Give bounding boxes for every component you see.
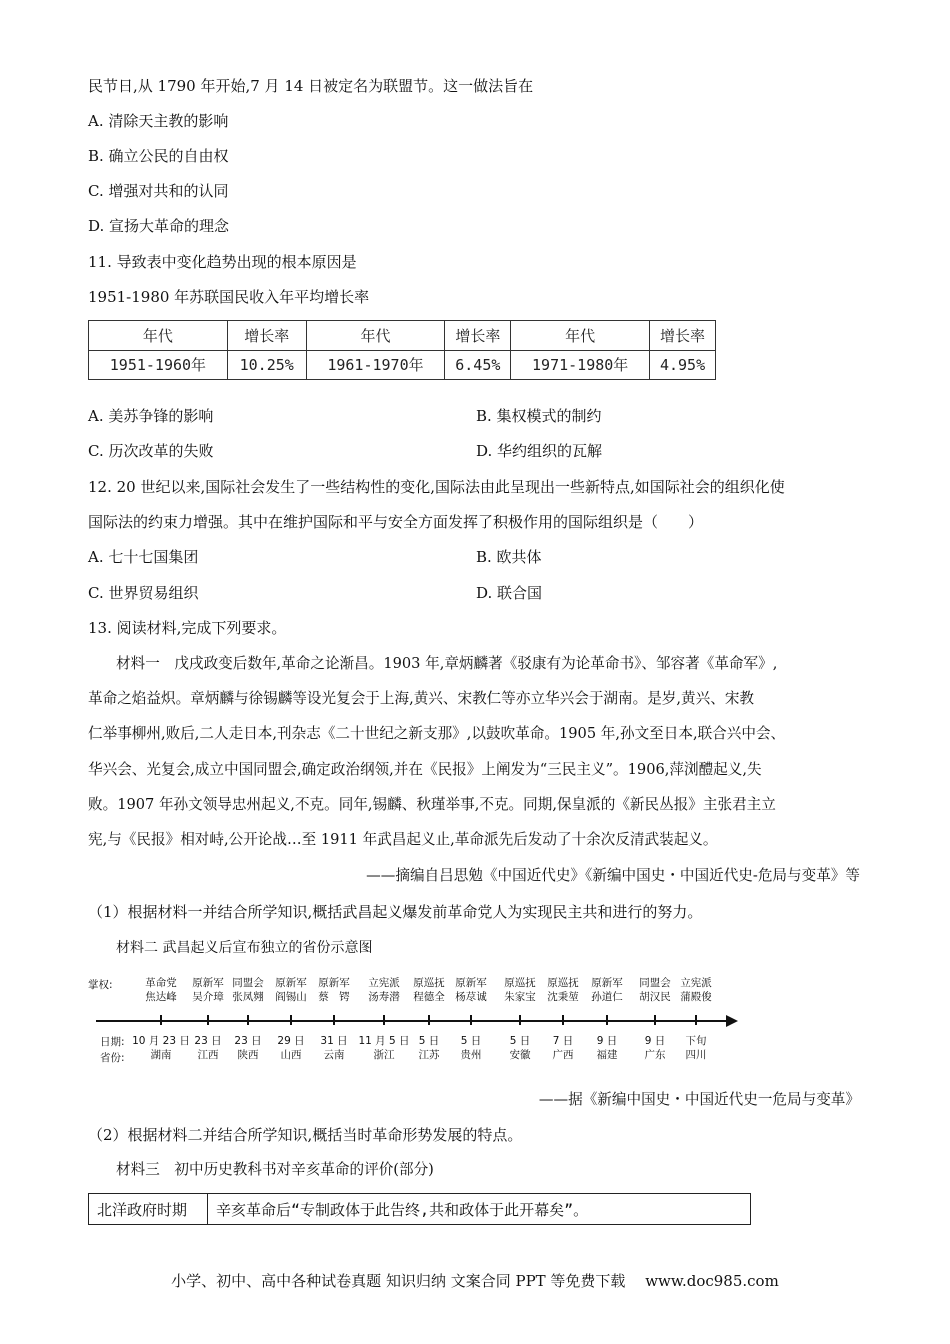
period-cell: 北洋政府时期: [89, 1194, 208, 1225]
q12-option-b: B. 欧共体: [476, 548, 542, 566]
timeline-event: [645, 1034, 666, 1062]
holder-faction: 立宪派: [680, 977, 712, 989]
timeline-event: [320, 1034, 347, 1062]
holder-faction: 立宪派: [368, 977, 400, 989]
holder-name: 孙道仁: [591, 991, 623, 1003]
q11-option-d: D. 华约组织的瓦解: [476, 442, 603, 460]
timeline-tick: [695, 1015, 697, 1025]
q11-table-title: 1951-1980 年苏联国民收入年平均增长率: [88, 288, 370, 306]
holder-faction: 原巡抚: [413, 977, 445, 989]
timeline-arrow-icon: [726, 1015, 738, 1027]
q10-option-b: B. 确立公民的自由权: [88, 147, 229, 165]
holder-name: 程德全: [413, 991, 445, 1003]
holder-faction: 革命党: [145, 977, 177, 989]
q13-subquestion-1: （1）根据材料一并结合所学知识,概括武昌起义爆发前革命党人为实现民主共和进行的努力。: [88, 903, 703, 921]
timeline-holder: [639, 976, 671, 1004]
timeline-holder: [192, 976, 224, 1004]
event-date: 9 日: [644, 1035, 666, 1047]
timeline-event: [234, 1034, 261, 1062]
event-date: 5 日: [460, 1035, 482, 1047]
q10-tail: 民节日,从 1790 年开始,7 月 14 日被定名为联盟节。这一做法旨在: [88, 77, 534, 95]
material2-title: 材料二 武昌起义后宣布独立的省份示意图: [116, 940, 373, 956]
province-row-label: 省份:: [100, 1052, 125, 1064]
event-date: 5 日: [418, 1035, 440, 1047]
timeline-holder: [547, 976, 579, 1004]
material1-line: 华兴会、光复会,成立中国同盟会,确定政治纲领,并在《民报》上阐发为“三民主义”。1906,萍浏醴起义,失: [88, 761, 762, 778]
timeline-tick: [333, 1015, 335, 1025]
timeline-holder: [680, 976, 712, 1004]
timeline-tick: [247, 1015, 249, 1025]
holder-faction: 原巡抚: [504, 977, 536, 989]
growth-rate-table: [88, 320, 716, 380]
table-header-cell: 增长率: [650, 321, 716, 351]
timeline-holder: [232, 976, 264, 1004]
event-date: 31 日: [320, 1035, 348, 1047]
holder-name: 沈秉堃: [547, 991, 579, 1003]
holder-faction: 原新军: [192, 977, 224, 989]
table-row: [89, 350, 716, 380]
holder-faction: 原新军: [591, 977, 623, 989]
holder-name: 汤寿潜: [368, 991, 400, 1003]
q11-option-a: A. 美苏争锋的影响: [88, 407, 214, 425]
timeline-holder: [455, 976, 487, 1004]
material1-line: 仁举事柳州,败后,二人走日本,刊杂志《二十世纪之新支那》,以鼓吹革命。1905 年,孙文至日本,联合兴中会、: [88, 725, 786, 742]
event-province: 陕西: [237, 1049, 259, 1061]
event-province: 湖南: [150, 1049, 172, 1061]
table-header-cell: 年代: [511, 321, 650, 351]
timeline-tick: [383, 1015, 385, 1025]
timeline-event: [686, 1034, 707, 1062]
table-cell: 1971-1980年: [511, 350, 650, 380]
event-province: 广东: [644, 1049, 666, 1061]
timeline-tick: [160, 1015, 162, 1025]
date-row-label: 日期:: [100, 1036, 125, 1048]
timeline-holder: [368, 976, 400, 1004]
material1-line: 宪,与《民报》相对峙,公开论战…至 1911 年武昌起义止,革命派先后发动了十余次反清武装起义。: [88, 831, 718, 848]
event-date: 29 日: [277, 1035, 305, 1047]
page-footer: 小学、初中、高中各种试卷真题 知识归纳 文案合同 PPT 等免费下载 www.doc985.com: [171, 1272, 779, 1290]
holder-faction: 原新军: [455, 977, 487, 989]
material1-line: 革命之焰益炽。章炳麟与徐锡麟等设光复会于上海,黄兴、宋教仁等亦立华兴会于湖南。是岁,黄兴、宋教: [88, 690, 755, 707]
timeline-tick: [428, 1015, 430, 1025]
q10-option-d: D. 宣扬大革命的理念: [88, 217, 230, 235]
timeline-tick: [207, 1015, 209, 1025]
q13-subquestion-2: （2）根据材料二并结合所学知识,概括当时革命形势发展的特点。: [88, 1126, 523, 1144]
event-date: 23 日: [194, 1035, 222, 1047]
timeline-holder: [413, 976, 445, 1004]
event-province: 山西: [280, 1049, 302, 1061]
event-date: 5 日: [509, 1035, 531, 1047]
holder-name: 杨荩诚: [455, 991, 487, 1003]
q12-option-c: C. 世界贸易组织: [88, 584, 199, 602]
material2-source: ——据《新编中国史・中国近代史一危局与变革》: [538, 1091, 860, 1108]
holder-name: 蔡 锷: [318, 991, 350, 1003]
holder-name: 蒲殿俊: [680, 991, 712, 1003]
evaluation-table: [88, 1193, 751, 1225]
holder-faction: 同盟会: [639, 977, 671, 989]
table-cell: 10.25%: [227, 350, 306, 380]
q12-option-a: A. 七十七国集团: [88, 548, 199, 566]
holder-faction: 同盟会: [232, 977, 264, 989]
q13-stem: 13. 阅读材料,完成下列要求。: [88, 619, 287, 637]
holder-name: 朱家宝: [504, 991, 536, 1003]
table-cell: 6.45%: [445, 350, 511, 380]
timeline-holder: [504, 976, 536, 1004]
holder-name: 阎锡山: [275, 991, 307, 1003]
event-province: 四川: [685, 1049, 707, 1061]
event-date: 7 日: [552, 1035, 574, 1047]
material3-title: 材料三 初中历史教科书对辛亥革命的评价(部分): [116, 1161, 434, 1178]
timeline-holder: [591, 976, 623, 1004]
timeline-tick: [470, 1015, 472, 1025]
q12-stem-line1: 12. 20 世纪以来,国际社会发生了一些结构性的变化,国际法由此呈现出一些新特点,如国际社会的组织化使: [88, 478, 785, 496]
timeline-tick: [654, 1015, 656, 1025]
table-header-cell: 增长率: [227, 321, 306, 351]
event-province: 广西: [552, 1049, 574, 1061]
table-header-cell: 年代: [306, 321, 445, 351]
timeline-holder: [275, 976, 307, 1004]
material1-source: ——摘编自吕思勉《中国近代史》《新编中国史・中国近代史-危局与变革》等: [366, 867, 860, 884]
timeline-tick: [562, 1015, 564, 1025]
q11-option-b: B. 集权模式的制约: [476, 407, 602, 425]
event-province: 云南: [323, 1049, 345, 1061]
holder-faction: 原巡抚: [547, 977, 579, 989]
table-header-cell: 增长率: [445, 321, 511, 351]
table-cell: 1961-1970年: [306, 350, 445, 380]
holder-faction: 原新军: [318, 977, 350, 989]
event-date: 11 月 5 日: [358, 1035, 410, 1047]
material1-line: 材料一 戊戌政变后数年,革命之论渐昌。1903 年,章炳麟著《驳康有为论革命书》、邹容著《革命军》,: [116, 655, 778, 672]
timeline-event: [194, 1034, 221, 1062]
evaluation-cell: 辛亥革命后“专制政体于此告终,共和政体于此开幕矣”。: [208, 1194, 751, 1225]
event-date: 下旬: [685, 1035, 707, 1047]
q12-stem-line2: 国际法的约束力增强。其中在维护国际和平与安全方面发挥了积极作用的国际组织是（ ）: [88, 513, 704, 531]
holder-faction: 原新军: [275, 977, 307, 989]
event-province: 安徽: [509, 1049, 531, 1061]
material1-line: 败。1907 年孙文领导忠州起义,不克。同年,锡麟、秋瑾举事,不克。同期,保皇派的《新民丛报》主张君主立: [88, 796, 776, 813]
timeline-event: [461, 1034, 482, 1062]
q12-option-d: D. 联合国: [476, 584, 543, 602]
table-row: [89, 1194, 751, 1225]
event-province: 贵州: [460, 1049, 482, 1061]
timeline-holder: [145, 976, 177, 1004]
q10-option-c: C. 增强对共和的认同: [88, 182, 229, 200]
event-province: 福建: [596, 1049, 618, 1061]
table-cell: 4.95%: [650, 350, 716, 380]
timeline-axis: [96, 1020, 730, 1022]
timeline-event: [510, 1034, 531, 1062]
event-date: 23 日: [234, 1035, 262, 1047]
timeline-event: [358, 1034, 409, 1062]
independence-timeline: [88, 972, 748, 1072]
holder-name: 张凤翙: [232, 991, 264, 1003]
timeline-tick: [290, 1015, 292, 1025]
table-cell: 1951-1960年: [89, 350, 228, 380]
holder-name: 焦达峰: [145, 991, 177, 1003]
holder-name: 胡汉民: [639, 991, 671, 1003]
timeline-event: [132, 1034, 190, 1062]
q10-option-a: A. 清除天主教的影响: [88, 112, 229, 130]
timeline-event: [277, 1034, 304, 1062]
event-province: 江苏: [418, 1049, 440, 1061]
q11-stem: 11. 导致表中变化趋势出现的根本原因是: [88, 253, 357, 271]
power-row-label: 掌权:: [88, 979, 113, 991]
table-header-row: [89, 321, 716, 351]
timeline-holder: [318, 976, 350, 1004]
timeline-event: [419, 1034, 440, 1062]
event-province: 浙江: [373, 1049, 395, 1061]
q11-option-c: C. 历次改革的失败: [88, 442, 214, 460]
holder-name: 吴介璋: [192, 991, 224, 1003]
timeline-tick: [606, 1015, 608, 1025]
timeline-event: [597, 1034, 618, 1062]
table-header-cell: 年代: [89, 321, 228, 351]
event-province: 江西: [197, 1049, 219, 1061]
timeline-tick: [519, 1015, 521, 1025]
event-date: 10 月 23 日: [132, 1035, 190, 1047]
timeline-event: [553, 1034, 574, 1062]
event-date: 9 日: [596, 1035, 618, 1047]
